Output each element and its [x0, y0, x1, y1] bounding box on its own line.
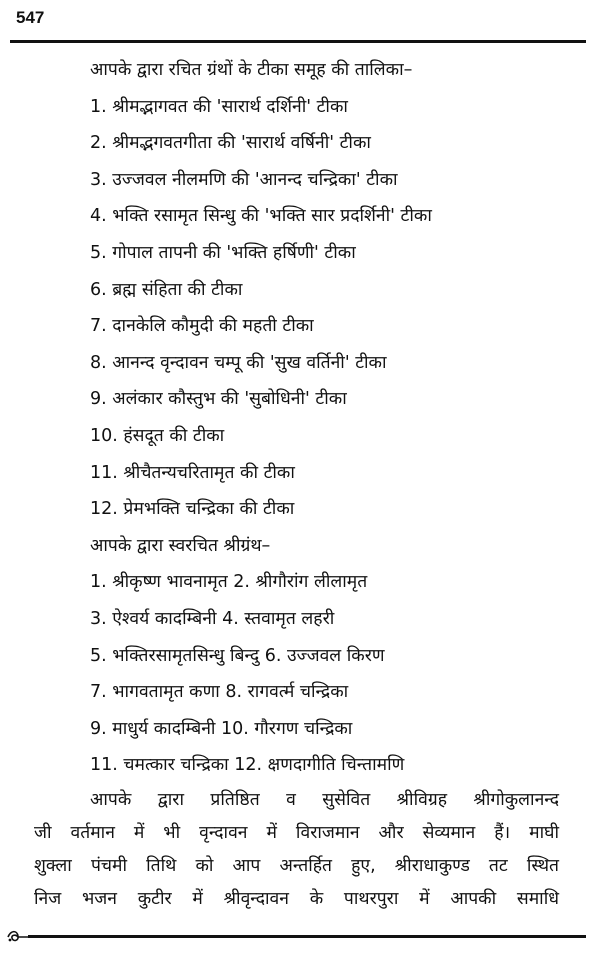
page-body	[0, 52, 600, 784]
commentaries-list	[0, 89, 600, 528]
list-item: 3. ऐश्वर्य कादम्बिनी 4. स्तवामृत लहरी	[90, 608, 335, 629]
list-item: 11. चमत्कार चन्द्रिका 12. क्षणदागीति चिन्तामणि	[90, 755, 405, 776]
list-item: 9. अलंकार कौस्तुभ की 'सुबोधिनी' टीका	[90, 389, 347, 410]
commentaries-heading: आपके द्वारा रचित ग्रंथों के टीका समूह की तालिका–	[90, 60, 413, 80]
list-item: 12. प्रेमभक्ति चन्द्रिका की टीका	[90, 499, 295, 520]
body-paragraph	[34, 784, 559, 916]
page-number: 547	[16, 8, 45, 27]
list-item: 9. माधुर्य कादम्बिनी 10. गौरगण चन्द्रिका	[90, 718, 353, 739]
original-works-heading: आपके द्वारा स्वरचित श्रीग्रंथ–	[90, 535, 271, 556]
paragraph-line: शुक्ला पंचमी तिथि को आप अन्तर्हित हुए, श्रीराधाकुण्ड तट स्थित	[34, 856, 559, 876]
list-item: 5. भक्तिरसामृतसिन्धु बिन्दु 6. उज्जवल किरण	[90, 645, 385, 666]
list-item: 5. गोपाल तापनी की 'भक्ति हर्षिणी' टीका	[90, 242, 356, 263]
original-works-list	[0, 564, 600, 784]
list-item: 2. श्रीमद्भगवतगीता की 'सारार्थ वर्षिनी' टीका	[90, 133, 371, 154]
paragraph-line: निज भजन कुटीर में श्रीवृन्दावन के पाथरपुरा में आपकी समाधि	[34, 889, 559, 909]
list-item: 1. श्रीकृष्ण भावनामृत 2. श्रीगौरांग लीलामृत	[90, 572, 368, 593]
list-item: 8. आनन्द वृन्दावन चम्पू की 'सुख वर्तिनी' टीका	[90, 352, 387, 373]
list-item: 10. हंसदूत की टीका	[90, 425, 225, 446]
list-item: 6. ब्रह्म संहिता की टीका	[90, 279, 243, 300]
paragraph-line: आपके द्वारा प्रतिष्ठित व सुसेवित श्रीविग्रह श्रीगोकुलानन्द	[90, 790, 559, 810]
list-item: 11. श्रीचैतन्यचरितामृत की टीका	[90, 462, 295, 483]
list-item: 4. भक्ति रसामृत सिन्धु की 'भक्ति सार प्रदर्शिनी' टीका	[90, 206, 432, 227]
list-item: 1. श्रीमद्भागवत की 'सारार्थ दर्शिनी' टीका	[90, 96, 348, 117]
paragraph-line: जी वर्तमान में भी वृन्दावन में विराजमान और सेव्यमान हैं। माघी	[34, 823, 559, 843]
flourish-icon	[6, 928, 30, 944]
header-rule	[10, 40, 586, 43]
list-item: 7. भागवतामृत कणा 8. रागवर्त्म चन्द्रिका	[90, 682, 349, 703]
footer-rule	[28, 935, 586, 938]
list-item: 7. दानकेलि कौमुदी की महती टीका	[90, 316, 314, 337]
list-item: 3. उज्जवल नीलमणि की 'आनन्द चन्द्रिका' टीका	[90, 169, 398, 190]
